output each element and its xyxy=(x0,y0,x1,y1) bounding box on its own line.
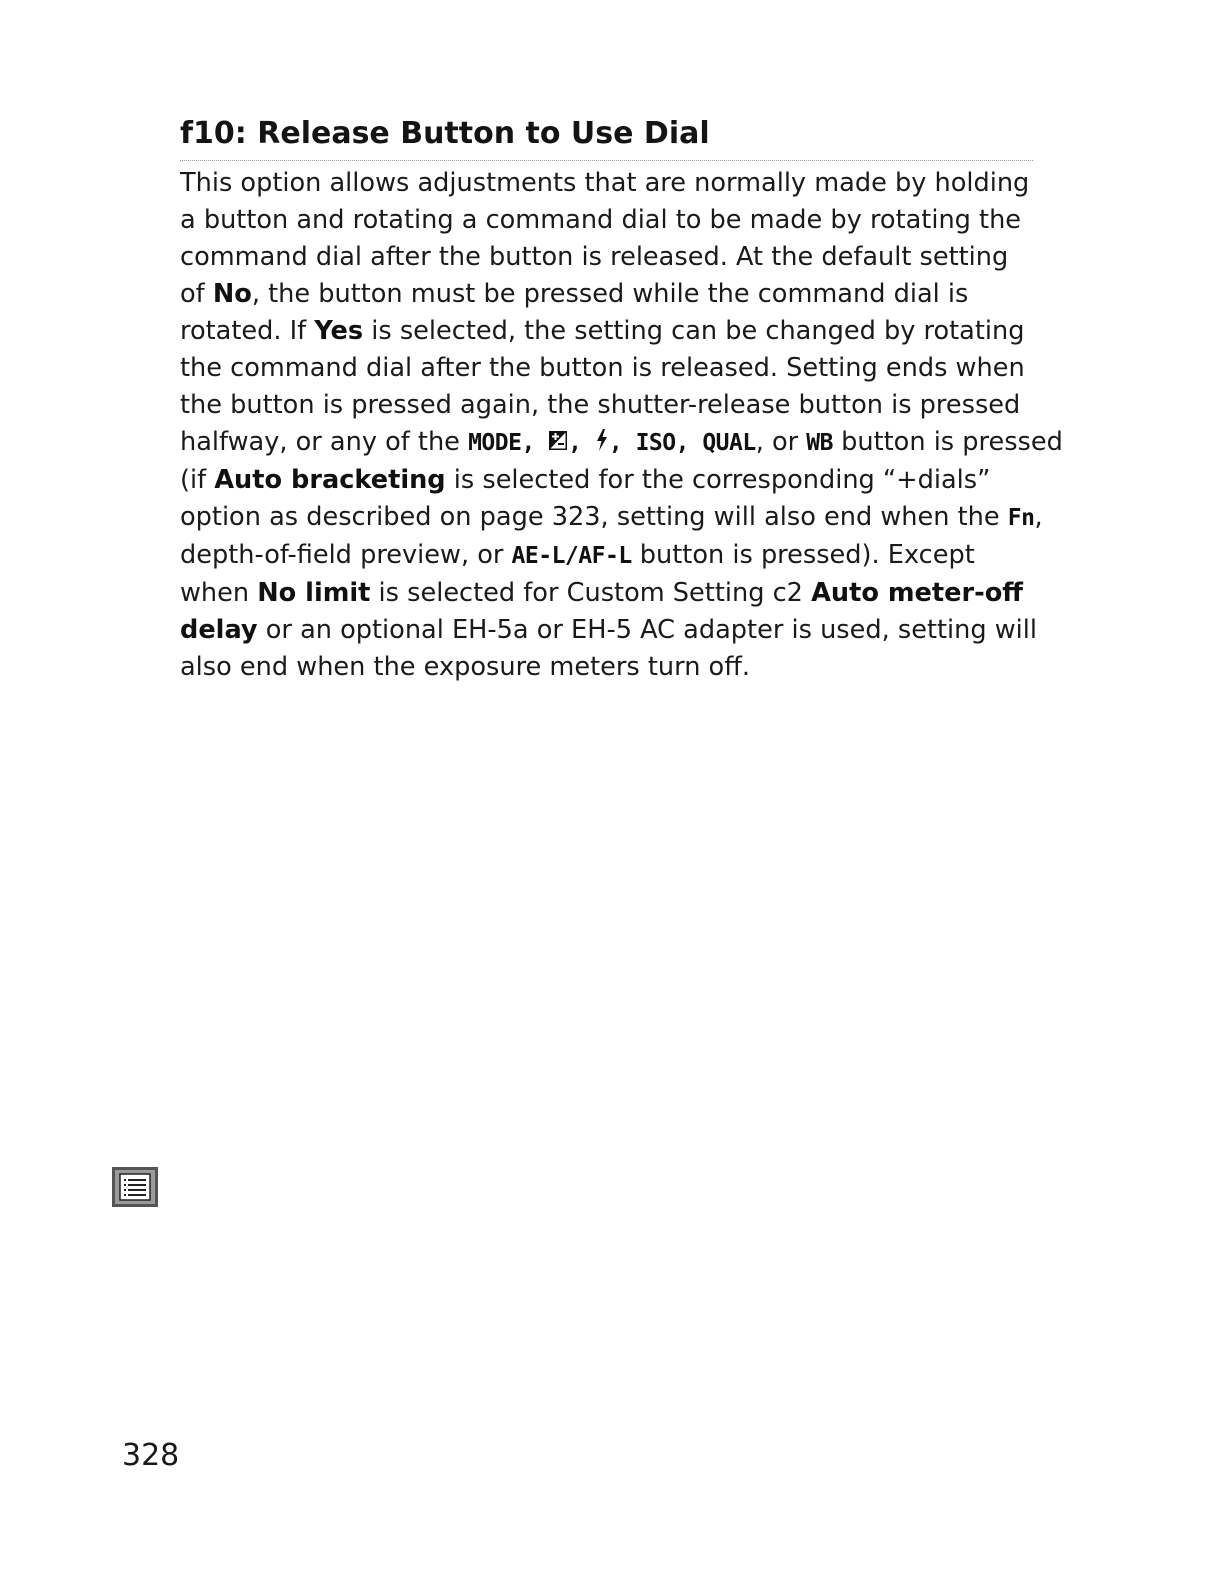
text-line: rotated. If Yes is selected, the setting can be changed by rotating xyxy=(180,316,1025,346)
fn-button-label: Fn xyxy=(1007,505,1035,531)
setting-delay: delay xyxy=(180,615,258,645)
text-line: This option allows adjustments that are normally made by holding xyxy=(180,168,1030,198)
body-paragraph xyxy=(180,165,1063,686)
wb-button-label: WB xyxy=(806,430,833,456)
mode-button-label: MODE xyxy=(468,430,522,456)
text-line: the button is pressed again, the shutter-release button is pressed xyxy=(180,390,1021,420)
text-line: (if Auto bracketing is selected for the corresponding “+dials” xyxy=(180,465,991,495)
text-line: a button and rotating a command dial to be made by rotating the xyxy=(180,205,1022,235)
setting-auto-meter-off: Auto meter-off xyxy=(811,578,1024,608)
text-line: delay or an optional EH-5a or EH-5 AC adapter is used, setting will xyxy=(180,615,1038,645)
page-number: 328 xyxy=(122,1438,180,1473)
option-auto-bracketing: Auto bracketing xyxy=(214,465,446,495)
text-line: of No, the button must be pressed while the command dial is xyxy=(180,279,969,309)
page-title: f10: Release Button to Use Dial xyxy=(180,116,710,151)
qual-button-label: QUAL xyxy=(702,430,756,456)
text-line: also end when the exposure meters turn off. xyxy=(180,652,750,682)
text-line: command dial after the button is released. At the default setting xyxy=(180,242,1009,272)
ael-afl-button-label: AE-L/AF-L xyxy=(511,543,632,569)
flash-icon xyxy=(595,428,609,452)
text-line: option as described on page 323, setting will also end when the Fn, xyxy=(180,502,1043,532)
custom-settings-menu-icon xyxy=(111,1166,159,1208)
option-yes: Yes xyxy=(314,316,364,346)
text-line: when No limit is selected for Custom Setting c2 Auto meter-off xyxy=(180,578,1024,608)
option-no-limit: No limit xyxy=(257,578,371,608)
text-line: halfway, or any of the MODE, , , ISO, QUAL, or WB button is pressed xyxy=(180,427,1063,457)
option-no: No xyxy=(212,279,252,309)
title-divider xyxy=(180,160,1033,161)
iso-button-label: ISO xyxy=(635,430,676,456)
exposure-compensation-icon xyxy=(548,430,568,452)
text-line: depth-of-field preview, or AE-L/AF-L button is pressed). Except xyxy=(180,540,975,570)
text-line: the command dial after the button is released. Setting ends when xyxy=(180,353,1025,383)
